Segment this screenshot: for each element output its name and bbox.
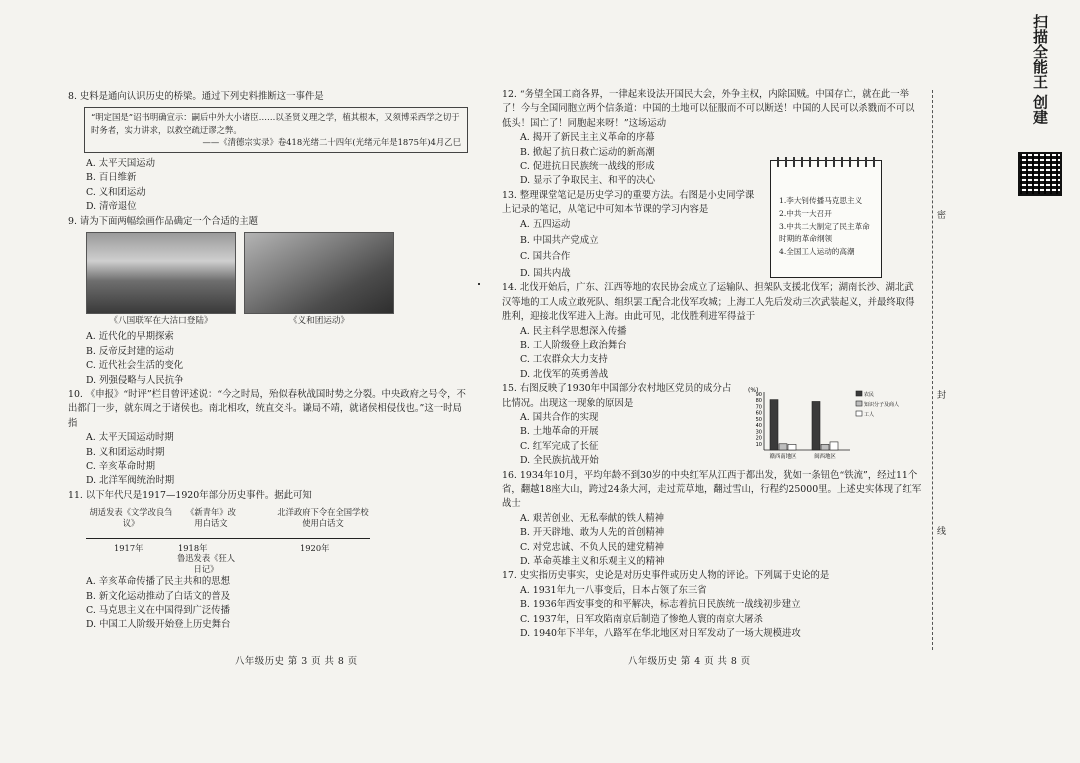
question-10-option-d: D. 北洋军阀统治时期 bbox=[86, 475, 175, 487]
scan-speck bbox=[478, 283, 480, 285]
question-14-option-d: D. 北伐军的英勇善战 bbox=[520, 368, 609, 380]
chart-ytick-label: 60 bbox=[755, 410, 762, 417]
timeline-year-1917: 1917年 bbox=[114, 543, 144, 554]
question-8-option-b: B. 百日维新 bbox=[86, 172, 137, 184]
question-14-option-b: B. 工人阶级登上政治舞台 bbox=[520, 339, 627, 351]
question-14-stem: 14. 北伐开始后，广东、江西等地的农民协会成立了运输队、担架队支援北伐军；湖南长沙、湖北武汉等地的工人成立敢死队、组织罢工配合北伐军攻城；上海工人先后发动三次武装起义，并最终取得胜利，迎接北伐军进入上海。由此可见，北伐胜利进军得益于 bbox=[502, 282, 915, 323]
notebook-rings bbox=[777, 157, 875, 167]
chart-bar-1-3 bbox=[788, 444, 796, 450]
chart-bar-1-2 bbox=[779, 444, 787, 450]
question-17-stem: 17. 史实指历史事实，史论是对历史事件或历史人物的评论。下列属于史论的是 bbox=[502, 570, 830, 582]
binding-char-2: 封 bbox=[935, 390, 945, 399]
question-13-stem: 13. 整理课堂笔记是历史学习的重要方法。右图是小史同学课上记录的笔记，从笔记中可知本节课的学习内容是 bbox=[502, 189, 755, 216]
chart-ytick-label: 40 bbox=[755, 423, 762, 430]
question-12-option-b: B. 掀起了抗日救亡运动的新高潮 bbox=[520, 146, 655, 158]
question-16-option-b: B. 开天辟地、敢为人先的首创精神 bbox=[520, 527, 665, 539]
legend-entry-2: 知识分子及商人 bbox=[864, 402, 900, 408]
question-9-images bbox=[86, 232, 468, 328]
chart-ytick-label: 10 bbox=[755, 441, 762, 448]
question-8-quote: “明定国是”诏书明确宣示：嗣后中外大小诸臣……以圣贤义理之学，植其根本，又须博采西学之切于时务者，实力讲求，以救空疏迂谬之弊。 bbox=[91, 112, 460, 135]
question-15-option-a: A. 国共合作的实现 bbox=[520, 411, 599, 423]
timeline-event-4: 鲁迅发表《狂人日记》 bbox=[176, 553, 236, 575]
question-11-option-b: B. 新文化运动推动了白话文的普及 bbox=[86, 590, 231, 602]
question-8-source: ——《清德宗实录》卷418光绪二十四年(光绪元年是1875年)4月乙巳 bbox=[202, 137, 461, 148]
question-9-stem: 9. 请为下面两幅绘画作品确定一个合适的主题 bbox=[68, 215, 259, 227]
note-line-4: 4.全国工人运动的高潮 bbox=[779, 247, 855, 257]
chart-bar-2-3 bbox=[830, 442, 838, 450]
note-line-3: 3.中共二大制定了民主革命时期的革命纲领 bbox=[779, 221, 870, 244]
question-8-quote-box bbox=[84, 107, 468, 153]
question-13-option-c: C. 国共合作 bbox=[520, 251, 571, 263]
question-13-option-d: D. 国共内战 bbox=[520, 267, 571, 279]
question-15-option-c: C. 红军完成了长征 bbox=[520, 440, 599, 452]
question-16-option-c: C. 对党忠诚、不负人民的建党精神 bbox=[520, 541, 665, 553]
question-16-option-d: D. 革命英雄主义和乐观主义的精神 bbox=[520, 556, 665, 567]
chart-ytick-label: 90 bbox=[755, 392, 762, 398]
question-12-option-c: C. 促进抗日民族统一战线的形成 bbox=[520, 161, 655, 173]
binding-char-1: 密 bbox=[935, 210, 945, 219]
legend-entry-1: 农民 bbox=[864, 392, 875, 398]
qr-code-icon bbox=[1018, 152, 1062, 196]
question-10-option-b: B. 义和团运动时期 bbox=[86, 446, 165, 458]
timeline-year-1920: 1920年 bbox=[300, 543, 330, 554]
timeline-event-1: 胡适发表《文学改良刍议》 bbox=[89, 507, 173, 529]
chart-ytick-label: 30 bbox=[755, 429, 762, 436]
painting-2 bbox=[244, 232, 394, 328]
question-9-option-b: B. 反帝反封建的运动 bbox=[86, 345, 174, 357]
legend-swatch-1 bbox=[856, 391, 862, 396]
party-composition-chart bbox=[746, 386, 906, 462]
question-8-option-d: D. 清帝退位 bbox=[86, 201, 137, 213]
question-16-option-a: A. 艰苦创业、无私奉献的铁人精神 bbox=[520, 512, 664, 524]
chart-ylabel: (%) bbox=[748, 387, 759, 394]
timeline-axis bbox=[86, 538, 370, 539]
question-11-timeline bbox=[86, 507, 468, 573]
question-12-option-a: A. 揭开了新民主主义革命的序幕 bbox=[520, 132, 655, 144]
scanner-watermark: 扫描全能王 创建 bbox=[1031, 14, 1049, 125]
question-11-option-a: A. 辛亥革命传播了民主共和的思想 bbox=[86, 576, 230, 588]
chart-bar-1-1 bbox=[770, 400, 778, 450]
question-14-option-a: A. 民主科学思想深入传播 bbox=[520, 325, 627, 337]
question-15-chart bbox=[746, 386, 906, 462]
timeline-event-3: 北洋政府下令在全国学校使用白话文 bbox=[277, 507, 369, 529]
question-10-option-c: C. 辛亥革命时期 bbox=[86, 461, 156, 472]
question-13-option-a: A. 五四运动 bbox=[520, 218, 571, 230]
left-page-footer: 八年级历史 第 3 页 共 8 页 bbox=[235, 656, 358, 667]
painting-2-image bbox=[244, 232, 394, 314]
question-13-option-b: B. 中国共产党成立 bbox=[520, 235, 599, 247]
chart-category-label: 赣西南地区 bbox=[769, 454, 797, 460]
question-15-stem: 15. 右图反映了1930年中国部分农村地区党员的成分占比情况。出现这一现象的原因是 bbox=[502, 383, 732, 409]
left-column bbox=[68, 90, 468, 633]
question-17-option-b: B. 1936年西安事变的和平解决，标志着抗日民族统一战线初步建立 bbox=[520, 599, 801, 611]
question-13-notebook bbox=[770, 160, 882, 278]
question-8-stem: 8. 史料是通向认识历史的桥梁。通过下列史料推断这一事件是 bbox=[68, 91, 324, 102]
note-line-2: 2.中共一大召开 bbox=[779, 208, 832, 218]
chart-category-label: 闽西地区 bbox=[814, 454, 836, 460]
question-9-option-a: A. 近代化的早期探索 bbox=[86, 331, 174, 343]
question-16-stem: 16. 1934年10月，平均年龄不到30岁的中央红军从江西于都出发，犹如一条钮色“铁流”，经过11个省，翻越18座大山，跨过24条大河，走过荒草地，翻过雪山，行程约25000里。上述史实体现了红军战士 bbox=[502, 469, 922, 510]
legend-swatch-2 bbox=[856, 401, 862, 406]
question-12-option-d: D. 显示了争取民主、和平的决心 bbox=[520, 175, 656, 187]
chart-ytick-label: 20 bbox=[755, 435, 762, 442]
chart-bar-2-1 bbox=[812, 401, 820, 450]
question-8-option-c: C. 义和团运动 bbox=[86, 186, 146, 198]
binding-dashed-line bbox=[932, 90, 933, 650]
question-10-option-a: A. 太平天国运动时期 bbox=[86, 432, 174, 444]
binding-char-3: 线 bbox=[935, 526, 945, 535]
painting-1-caption: 《八国联军在大沽口登陆》 bbox=[109, 315, 213, 326]
question-14-option-c: C. 工农群众大力支持 bbox=[520, 354, 608, 366]
question-11-stem: 11. 以下年代尺是1917—1920年部分历史事件。据此可知 bbox=[68, 489, 312, 501]
timeline-event-2: 《新青年》改用白话文 bbox=[186, 507, 236, 529]
note-line-1: 1.李大钊传播马克思主义 bbox=[779, 196, 863, 205]
right-page-footer: 八年级历史 第 4 页 共 8 页 bbox=[628, 656, 751, 667]
question-12-stem: 12. “务望全国工商各界，一律起来设法开国民大会，外争主权，内除国贼。中国存亡，就在此一举了！今与全国同胞立两个信条道：中国的土地可以征服而不可以断送！中国的人民可以杀戮而不可以低头！国亡了！同胞起来呀！”这场运动 bbox=[502, 89, 915, 129]
question-11-option-c: C. 马克思主义在中国得到广泛传播 bbox=[86, 605, 231, 617]
painting-2-caption: 《义和团运动》 bbox=[288, 315, 350, 326]
legend-swatch-3 bbox=[856, 411, 862, 416]
question-10-stem: 10. 《申报》“时评”栏目曾评述说：“今之时局，殆似春秋战国时势之分裂。中央政府之号令，不出都门一步，就东周之于诸侯也。南北相攻，统直交斗。谦局不靖，就诸侯相侵伐也。”这一时局指 bbox=[68, 388, 466, 429]
painting-1-image bbox=[86, 232, 236, 314]
question-17-option-c: C. 1937年，日军攻陷南京后制造了惨绝人寰的南京大屠杀 bbox=[520, 613, 763, 625]
question-17-option-d: D. 1940年下半年，八路军在华北地区对日军发动了一场大规模进攻 bbox=[520, 628, 801, 640]
question-8-option-a: A. 太平天国运动 bbox=[86, 157, 155, 169]
question-15-option-d: D. 全民族抗战开始 bbox=[520, 455, 599, 467]
chart-bar-2-2 bbox=[821, 444, 829, 450]
painting-1 bbox=[86, 232, 236, 328]
question-17-option-a: A. 1931年九一八事变后，日本占领了东三省 bbox=[520, 584, 707, 596]
question-11-option-d: D. 中国工人阶级开始登上历史舞台 bbox=[86, 619, 231, 631]
question-15-option-b: B. 土地革命的开展 bbox=[520, 426, 599, 438]
chart-ytick-label: 70 bbox=[755, 404, 762, 411]
question-9-option-c: C. 近代社会生活的变化 bbox=[86, 360, 184, 372]
chart-ytick-label: 50 bbox=[755, 416, 762, 423]
question-9-option-d: D. 列强侵略与人民抗争 bbox=[86, 374, 184, 386]
timeline-year-1918: 1918年 bbox=[178, 543, 208, 554]
chart-ytick-label: 80 bbox=[755, 398, 762, 405]
legend-entry-3: 工人 bbox=[864, 412, 875, 418]
